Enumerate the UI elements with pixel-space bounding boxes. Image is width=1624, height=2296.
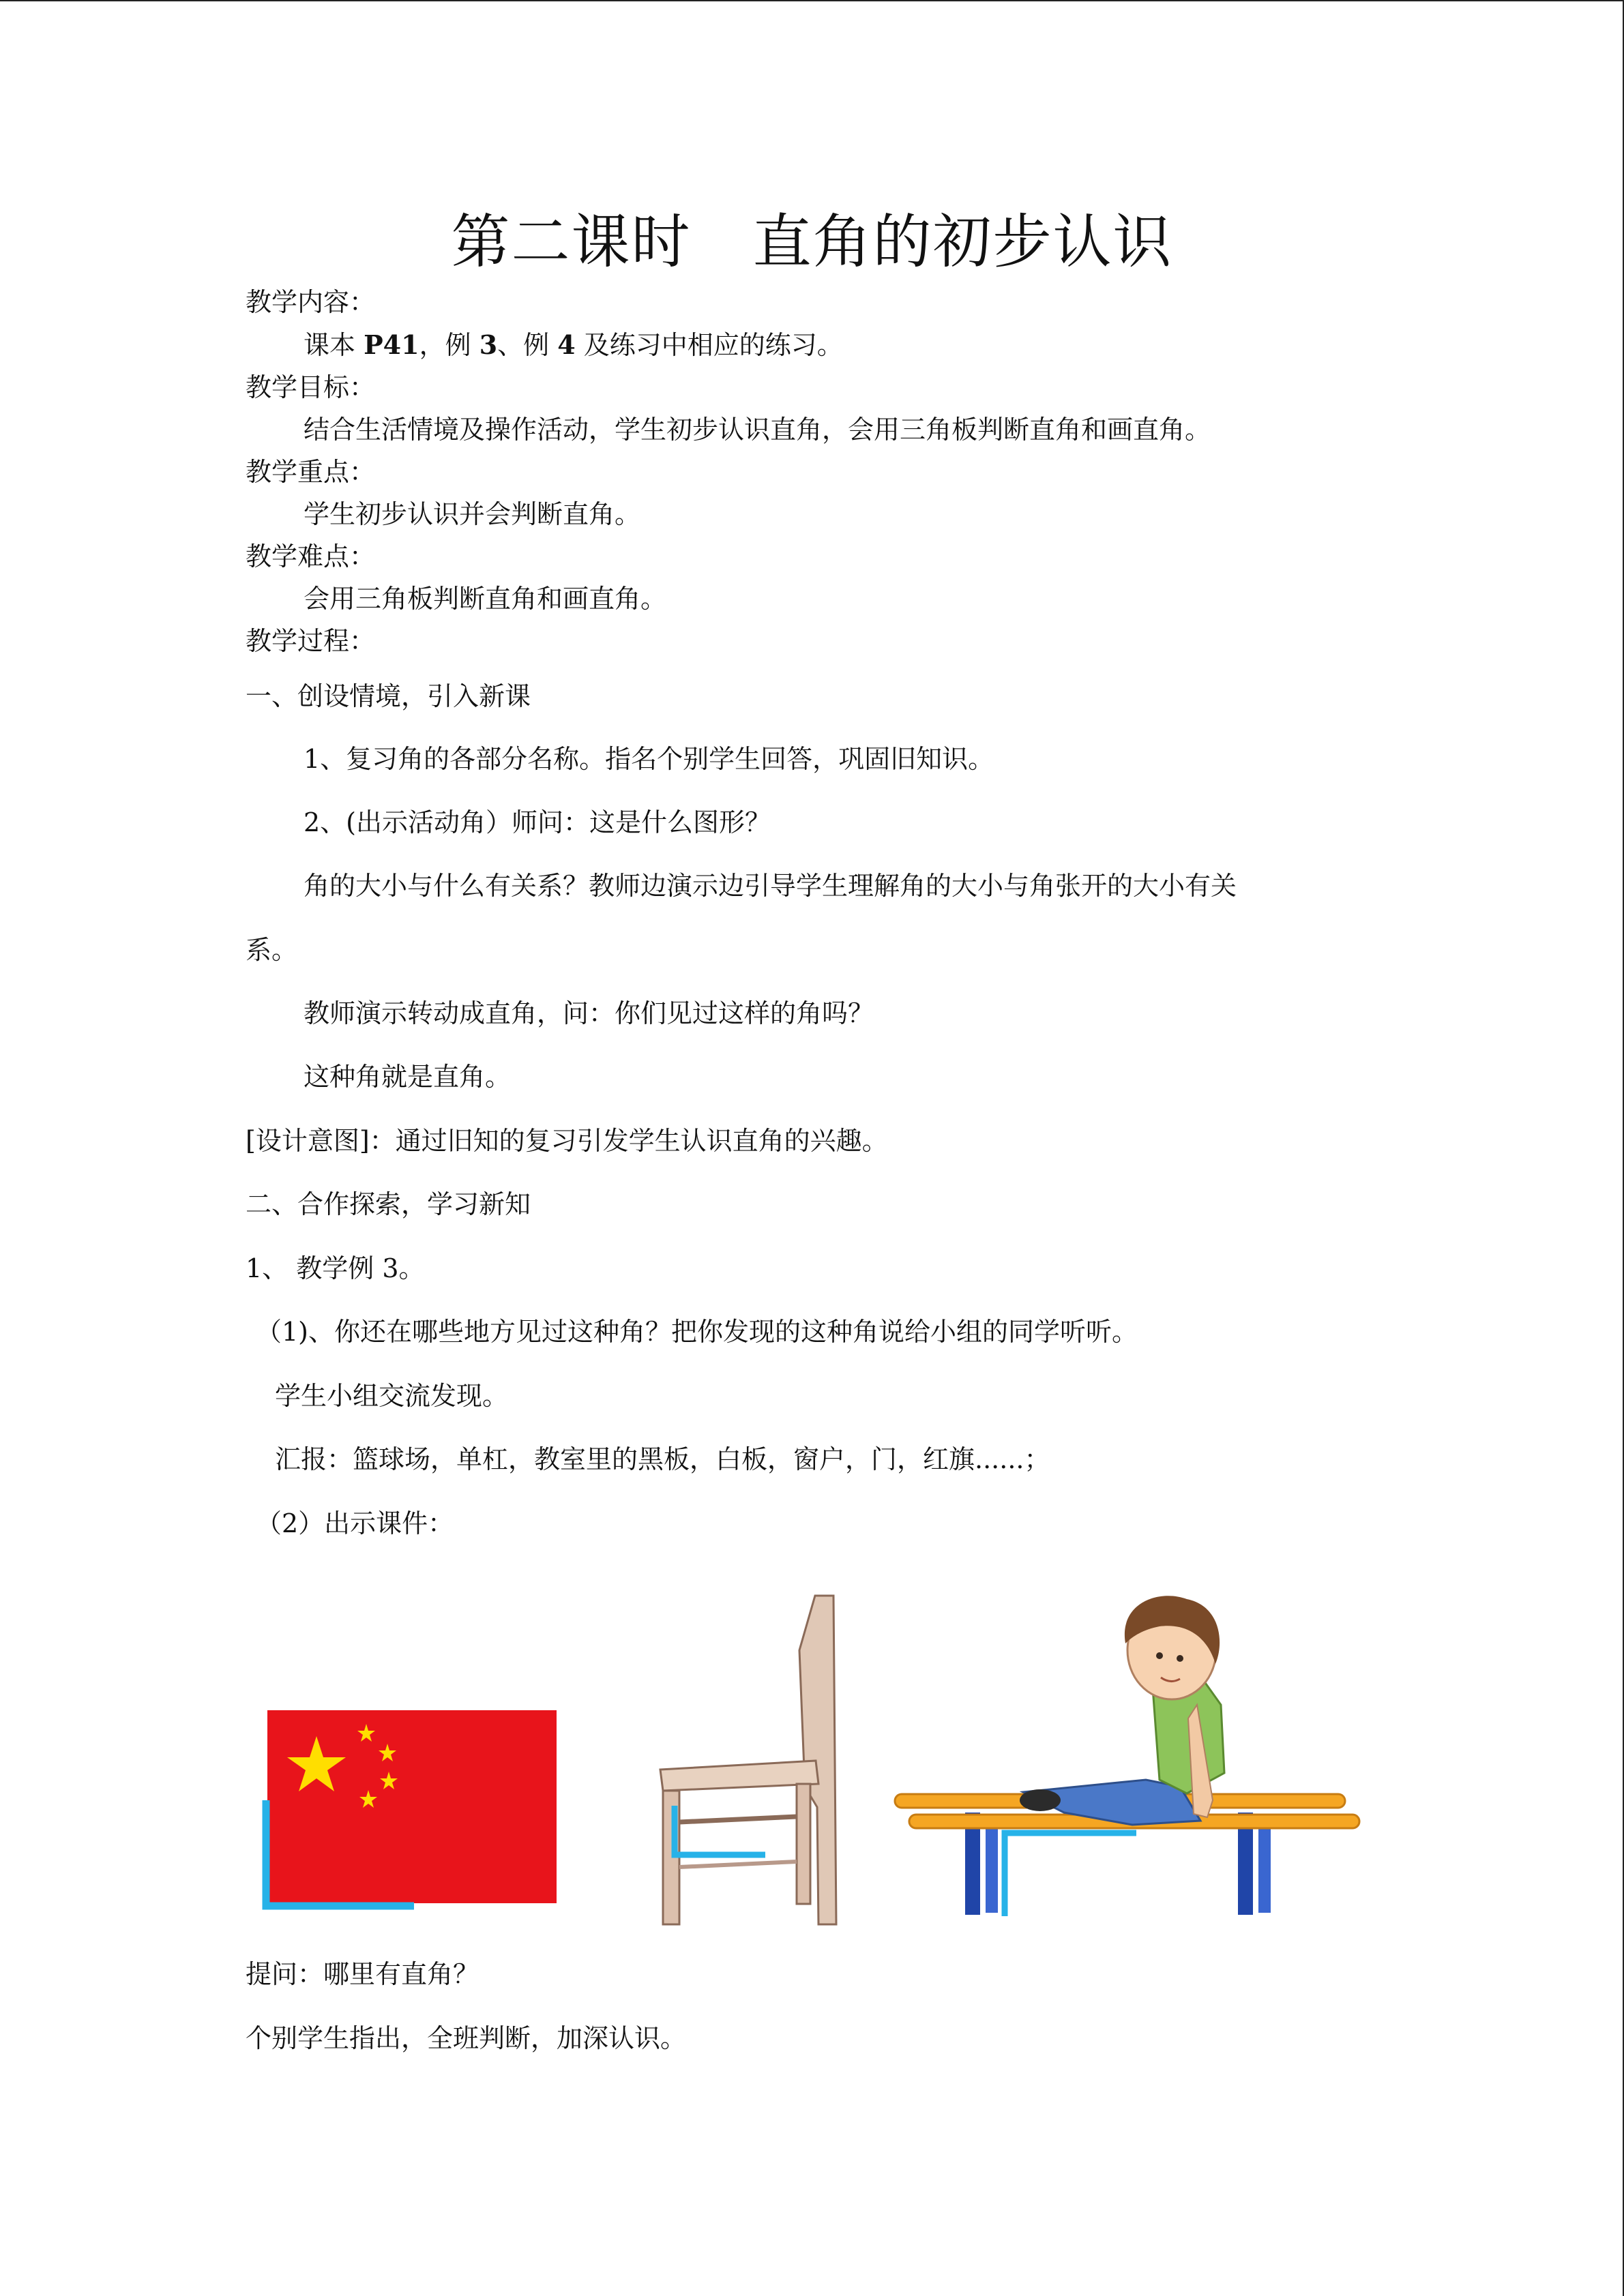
- content-heading: 教学内容：: [246, 287, 376, 317]
- difficulty-text: 会用三角板判断直角和画直角。: [304, 584, 667, 614]
- boy-icon: [1020, 1596, 1224, 1825]
- bar-post-icon: [986, 1817, 998, 1913]
- title-lesson: 第二课时: [451, 208, 692, 276]
- section1-heading: 一、创设情境，引入新课: [246, 681, 531, 711]
- difficulty-heading: 教学难点：: [246, 541, 376, 571]
- angle-size-text-cont: 系。: [246, 935, 298, 965]
- step2-text: 2、(出示活动角）师问：这是什么图形？: [304, 807, 771, 837]
- boy-eye-icon: [1177, 1655, 1183, 1662]
- question-text: 提问：哪里有直角？: [246, 1959, 479, 1989]
- process-heading: 教学过程：: [246, 626, 376, 656]
- example-heading: 1、 教学例 3。: [246, 1253, 425, 1283]
- bar-post-icon: [1258, 1817, 1271, 1913]
- demo-text: 教师演示转动成直角，问：你们见过这样的角吗？: [304, 998, 874, 1028]
- chair-low-rung-icon: [679, 1862, 797, 1867]
- design-intent: [设计意图]：通过旧知的复习引发学生认识直角的兴趣。: [246, 1126, 888, 1156]
- angle-size-text: 角的大小与什么有关系？教师边演示边引导学生理解角的大小与角张开的大小有关: [304, 871, 1237, 901]
- bars-figure: [895, 1596, 1359, 1916]
- group-discuss-text: 学生小组交流发现。: [275, 1381, 509, 1411]
- title-topic: 直角的初步认识: [752, 208, 1173, 276]
- goal-text: 结合生活情境及操作活动，学生初步认识直角，会用三角板判断直角和画直角。: [304, 415, 1211, 445]
- chair-back-leg-icon: [797, 1784, 810, 1904]
- section2-heading: 二、合作探索，学习新知: [246, 1189, 531, 1219]
- flag-figure: [266, 1710, 557, 1906]
- boy-shoe-icon: [1020, 1789, 1061, 1811]
- boy-eye-icon: [1156, 1652, 1163, 1659]
- goal-heading: 教学目标：: [246, 372, 376, 402]
- report-text: 汇报：篮球场，单杠，教室里的黑板，白板，窗户，门，红旗......；: [275, 1444, 1050, 1474]
- key-text: 学生初步认识并会判断直角。: [304, 499, 641, 529]
- chair-rung-icon: [679, 1817, 797, 1822]
- step1-text: 1、复习角的各部分名称。指名个别学生回答，巩固旧知识。: [304, 744, 994, 774]
- right-angle-text: 这种角就是直角。: [304, 1062, 512, 1092]
- chair-figure: [660, 1596, 836, 1924]
- chair-seat-icon: [660, 1761, 818, 1791]
- answer-text: 个别学生指出，全班判断，加深认识。: [246, 2023, 687, 2053]
- chair-right-angle-marker: [675, 1806, 765, 1855]
- sub1-text: （1)、你还在哪些地方见过这种角？把你发现的这种角说给小组的同学听听。: [256, 1317, 1138, 1347]
- flag-icon: [267, 1710, 557, 1903]
- key-heading: 教学重点：: [246, 457, 376, 487]
- content-text: 课本 P41，例 3、例 4 及练习中相应的练习。: [304, 329, 843, 360]
- bars-right-angle-marker: [1005, 1833, 1136, 1916]
- sub2-text: （2）出示课件：: [256, 1508, 454, 1538]
